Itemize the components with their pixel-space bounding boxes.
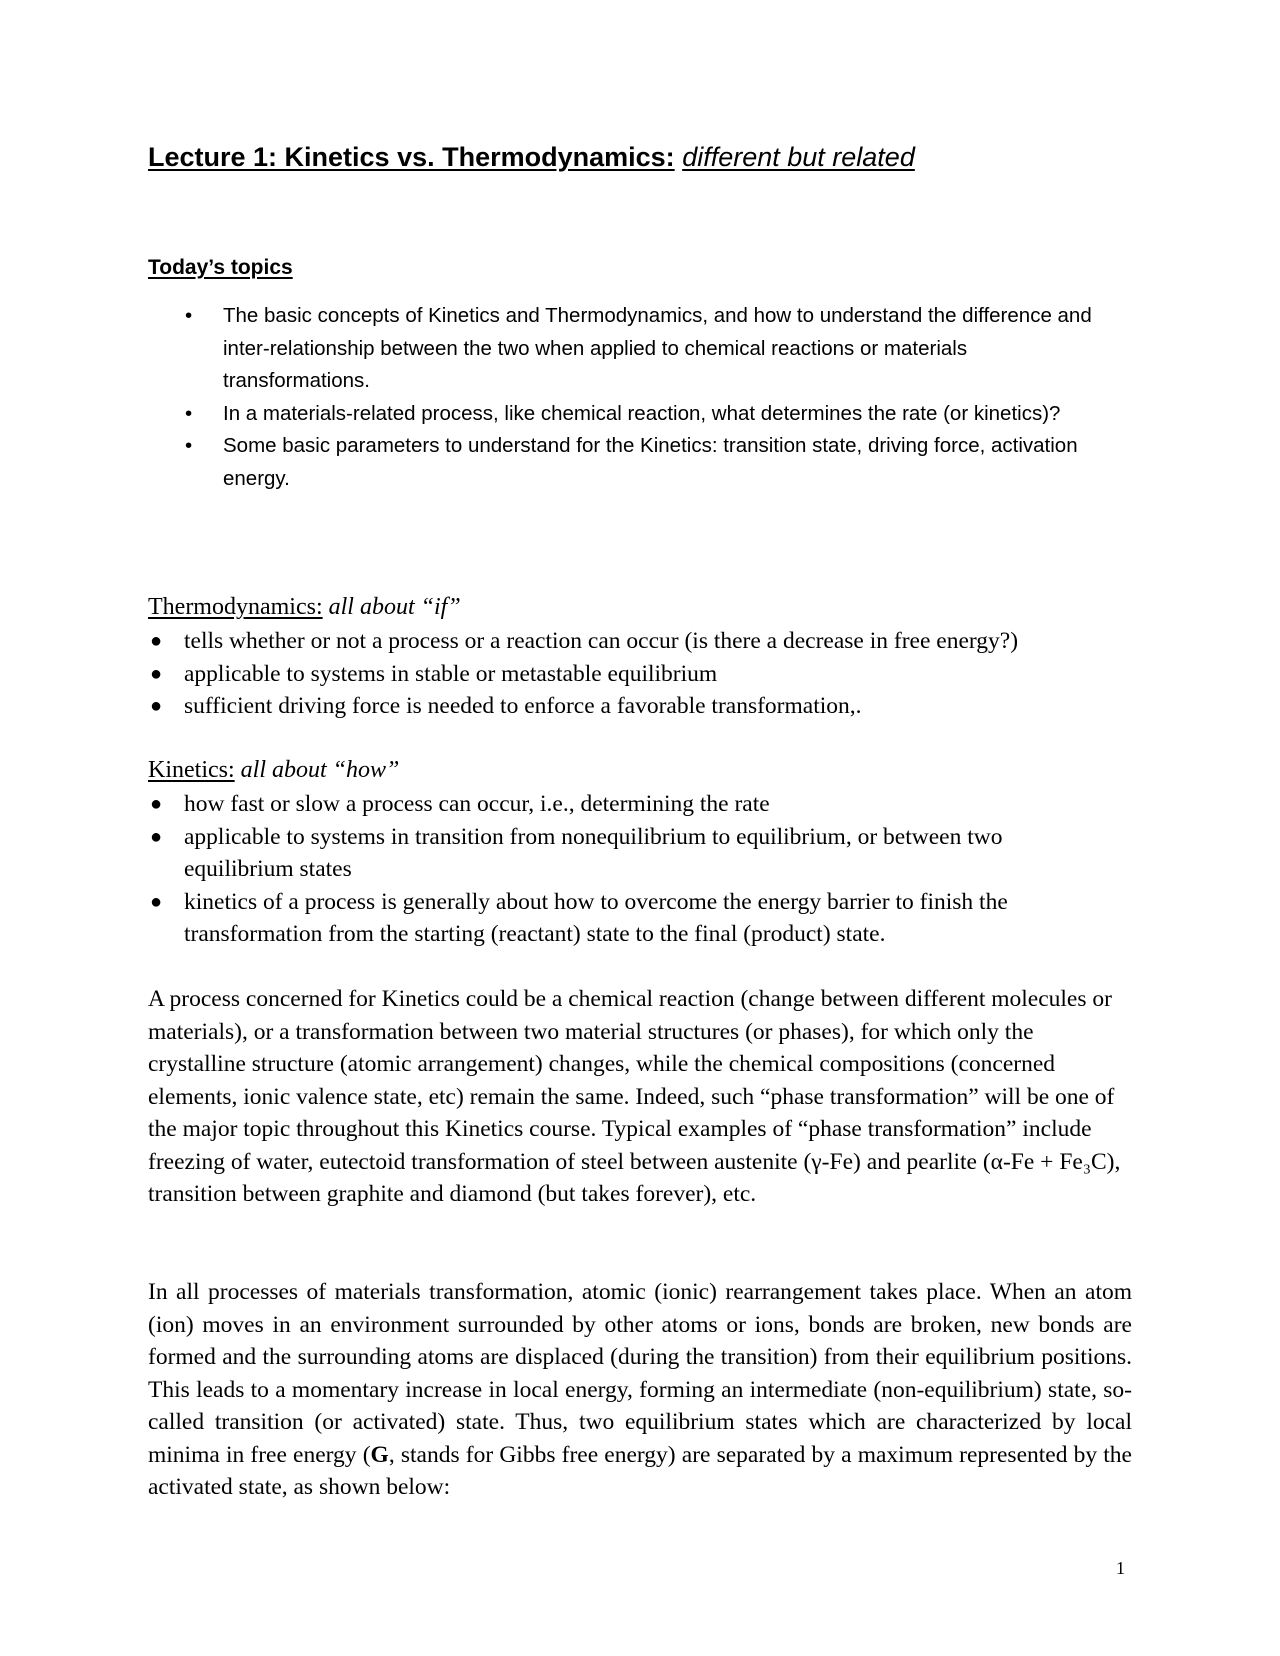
gibbs-symbol: G [370,1441,389,1468]
paragraph-text: In all processes of materials transformation, atomic (ionic) rearrangement takes place. When an atom (ion) moves in an environment surrounded by other atoms or ions, bonds are broken, new bonds are formed and the surrounding atoms are displaced (during the transition) from their equilibrium positions. This leads to a momentary increase in local energy, forming an intermediate (non-equilibrium) state, so-called transition (or activated) state. Thus, two equilibrium states which are characterized by local minima in free energy ( [148,1279,1132,1468]
bullet-icon: • [185,401,193,425]
list-item [148,625,1108,658]
thermodynamics-heading [148,594,461,621]
paragraph-text: , stands for Gibbs free energy) are separated by a maximum represented by the activated state, as shown below: [148,1441,1132,1500]
kinetics-label: Kinetics: [148,757,235,783]
title-main: Lecture 1: Kinetics vs. Thermodynamics: [148,142,675,172]
kinetics-heading [148,757,399,784]
title-subtitle: different but related [682,142,915,172]
list-item [148,658,1108,691]
kinetics-list [148,788,1108,951]
list-item [148,821,1108,886]
kinetics-tagline: all about “how” [240,757,400,783]
topic-text: In a materials-related process, like chemical reaction, what determines the rate (or kinetics)? [223,401,1061,425]
thermodynamics-list [148,625,1108,723]
thermodynamics-tagline: all about “if” [328,594,461,620]
list-item [148,788,1108,821]
list-item-text: applicable to systems in stable or metastable equilibrium [184,660,718,687]
bullet-icon: ● [150,793,163,815]
topic-item [148,398,1118,431]
list-item-text: kinetics of a process is generally about how to overcome the energy barrier to finish the transformation from the starting (reactant) state to the final (product) state. [184,888,1008,947]
list-item [148,886,1108,951]
bullet-icon: ● [150,825,163,848]
bullet-icon: ● [150,695,163,717]
topic-item [148,300,1118,398]
topics-list [148,300,1118,495]
paragraph-phase-transformation: A process concerned for Kinetics could be a chemical reaction (change between different molecules or materials), or a transformation between two material structures (or phases), for which only the crystalline structure (atomic arrangement) changes, while the chemical compositions (concerned elements, ionic valence state, etc) remain the same. Indeed, such “phase transformation” will be one of the major topic throughout this Kinetics course. Typical examples of “phase transformation” include freezing of water, eutectoid transformation of steel between austenite (γ-Fe) and pearlite (α-Fe + Fe₃C), transition between graphite and diamond (but takes forever), etc. [148,986,1121,1207]
page-title [148,142,915,173]
bullet-icon: • [185,434,193,457]
paragraph-activated-state [148,1276,1132,1504]
list-item [148,690,1108,723]
bullet-icon: ● [150,662,163,685]
bullet-icon: • [185,304,193,327]
bullet-icon: ● [150,630,163,652]
list-item-text: sufficient driving force is needed to enforce a favorable transformation,. [184,693,862,719]
topic-item [148,430,1118,495]
thermodynamics-label: Thermodynamics: [148,594,323,620]
list-item-text: tells whether or not a process or a reaction can occur (is there a decrease in free energy?) [184,628,1019,654]
bullet-icon: ● [150,890,163,913]
topic-text: Some basic parameters to understand for the Kinetics: transition state, driving force, activation energy. [223,434,1078,490]
list-item-text: how fast or slow a process can occur, i.e., determining the rate [184,791,770,817]
topic-text: The basic concepts of Kinetics and Thermodynamics, and how to understand the difference and inter-relationship between the two when applied to chemical reactions or materials transformations. [223,304,1092,392]
page-number: 1 [1116,1558,1125,1578]
list-item-text: applicable to systems in transition from nonequilibrium to equilibrium, or between two equilibrium states [184,823,1003,882]
topics-heading: Today’s topics [148,256,293,279]
